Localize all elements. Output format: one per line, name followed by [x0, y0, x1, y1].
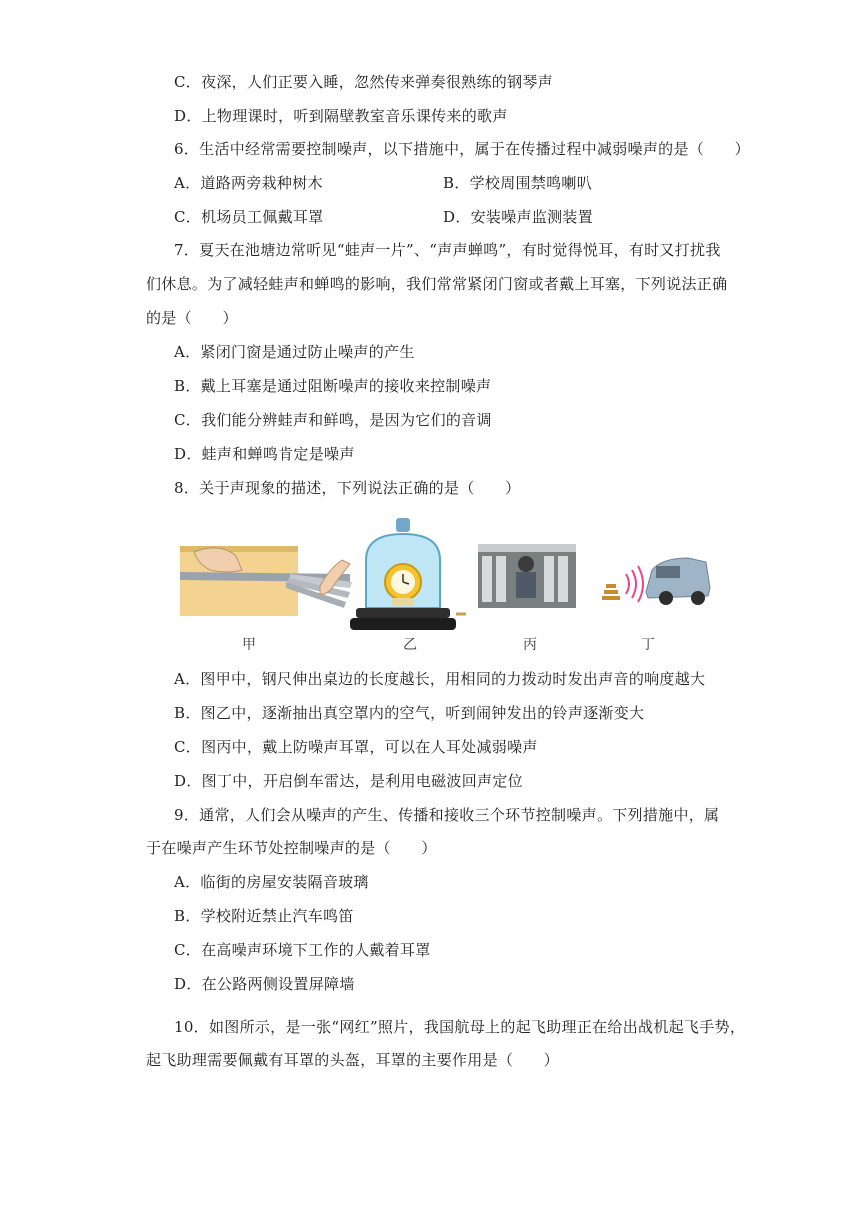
q9-option-a: A．临街的房屋安装隔音玻璃 [174, 873, 369, 891]
question-9-stem-line1: 9．通常，人们会从噪声的产生、传播和接收三个环节控制噪声。下列措施中，属 [174, 806, 720, 824]
figure-ding-car-radar-illustration [602, 558, 710, 605]
q6-option-d: D．安装噪声监测装置 [443, 208, 594, 226]
q7-option-d: D．蛙声和蝉鸣肯定是噪声 [174, 445, 355, 463]
q7-option-b: B．戴上耳塞是通过阻断噪声的接收来控制噪声 [174, 377, 492, 395]
q8-option-a: A．图甲中，钢尺伸出桌边的长度越长，用相同的力拨动时发出声音的响度越大 [174, 670, 706, 688]
q9-option-b: B．学校附近禁止汽车鸣笛 [174, 907, 354, 925]
q9-option-c: C．在高噪声环境下工作的人戴着耳罩 [174, 941, 431, 959]
q8-option-c: C．图丙中，戴上防噪声耳罩，可以在人耳处减弱噪声 [174, 738, 538, 756]
figure-yi-bell-jar-illustration [350, 518, 466, 630]
question-7-stem-line1: 7．夏天在池塘边常听见“蛙声一片”、“声声蝉鸣”，有时觉得悦耳，有时又打扰我 [174, 241, 721, 259]
q8-option-d: D．图丁中，开启倒车雷达，是利用电磁波回声定位 [174, 772, 523, 790]
figure-caption-jia: 甲 [242, 637, 256, 653]
question-8-stem: 8．关于声现象的描述，下列说法正确的是（ ） [174, 479, 521, 497]
figure-bing-factory-photo [478, 544, 576, 608]
question-7-stem-line2: 们休息。为了减轻蛙声和蝉鸣的影响，我们常常紧闭门窗或者戴上耳塞，下列说法正确 [146, 275, 728, 293]
figure-jia-ruler-illustration [180, 546, 352, 616]
q6-option-a: A．道路两旁栽种树木 [174, 174, 323, 192]
q6-option-c: C．机场员工佩戴耳罩 [174, 208, 324, 226]
question-6-stem: 6．生活中经常需要控制噪声，以下措施中，属于在传播过程中减弱噪声的是（ ） [174, 140, 750, 158]
question-10-stem-line2: 起飞助理需要佩戴有耳罩的头盔，耳罩的主要作用是（ ） [146, 1051, 560, 1069]
q7-option-c: C．我们能分辨蛙声和鲜鸣，是因为它们的音调 [174, 411, 492, 429]
q8-option-b: B．图乙中，逐渐抽出真空罩内的空气，听到闹钟发出的铃声逐渐变大 [174, 704, 645, 722]
q7-option-a: A．紧闭门窗是通过防止噪声的产生 [174, 343, 415, 361]
q6-option-b: B．学校周围禁鸣喇叭 [443, 174, 593, 192]
question-7-stem-line3: 的是（ ） [146, 309, 238, 327]
q5-option-d: D．上物理课时，听到隔壁教室音乐课传来的歌声 [174, 107, 508, 125]
figure-caption-bing: 丙 [523, 637, 537, 653]
q5-option-c: C．夜深，人们正要入睡，忽然传来弹奏很熟练的钢琴声 [174, 73, 553, 91]
figure-caption-yi: 乙 [403, 637, 417, 653]
q9-option-d: D．在公路两侧设置屏障墙 [174, 975, 355, 993]
figure-caption-ding: 丁 [641, 637, 655, 653]
question-9-stem-line2: 于在噪声产生环节处控制噪声的是（ ） [146, 839, 437, 857]
question-10-stem-line1: 10．如图所示，是一张“网红”照片，我国航母上的起飞助理正在给出战机起飞手势， [174, 1018, 746, 1036]
